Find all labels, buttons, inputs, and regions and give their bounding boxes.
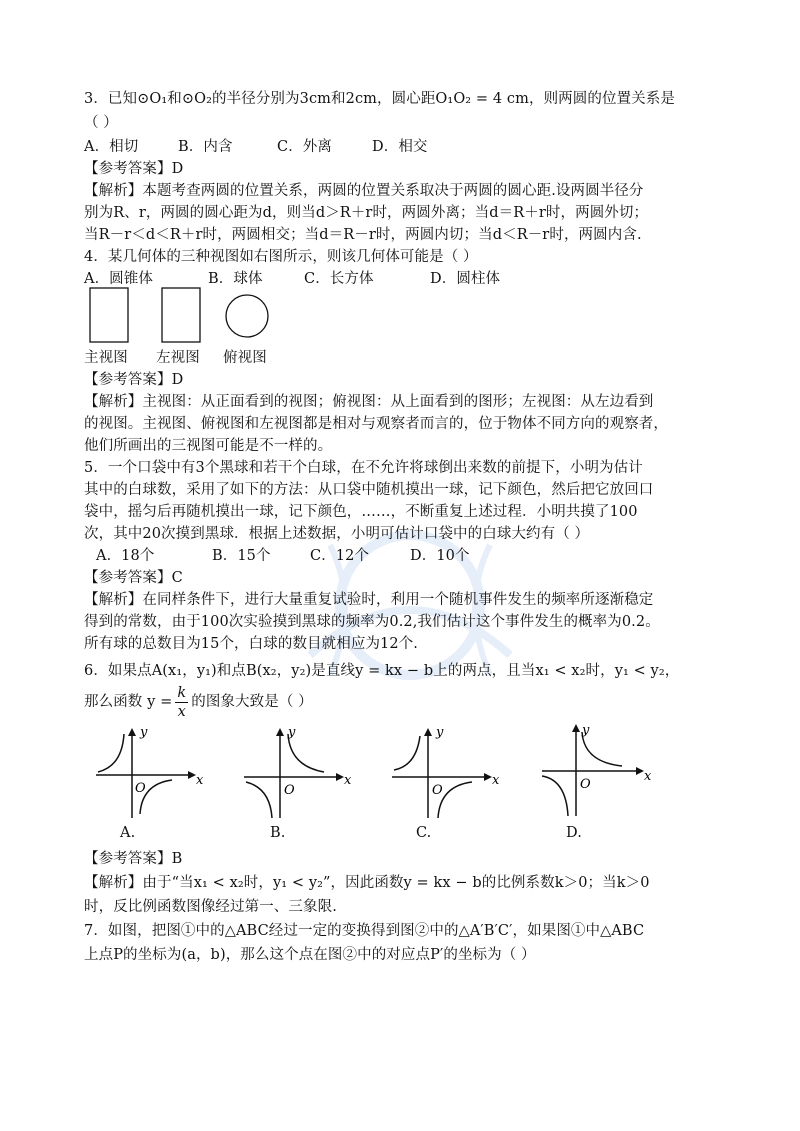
q3-explain-1: 【解析】本题考查两圆的位置关系，两圆的位置关系取决于两圆的圆心距.设两圆半径分 [84,183,644,199]
front-view-label: 主视图 [84,350,128,366]
graph-d-y-label: y [582,723,590,738]
graph-c-x-label: x [492,773,500,788]
graph-c-label: C. [416,825,432,841]
q6-explain-2: 时，反比例函数图像经过第一、三象限. [84,899,337,915]
q4-option-b: B．球体 [208,271,263,287]
q6-stem-2-pre: 那么函数 y = [84,694,173,710]
q5-option-b: B．15个 [212,548,271,564]
graph-c [388,722,498,822]
graph-c-y-label: y [436,725,444,740]
q4-answer: 【参考答案】D [84,372,184,388]
q5-stem-3: 袋中，摇匀后再随机摸出一球，记下颜色，……，不断重复上述过程．小明共摸了100 [84,504,638,520]
q7-stem-2: 上点P的坐标为(a，b)，那么这个点在图②中的对应点P′的坐标为（ ） [84,947,536,963]
q5-stem-1: 5．一个口袋中有3个黑球和若干个白球，在不允许将球倒出来数的前提下，小明为估计 [84,460,643,476]
q3-option-a: A．相切 [84,139,139,155]
graph-a-origin: O [135,781,146,796]
q6-explain-1: 【解析】由于“当x₁ < x₂时，y₁ < y₂”，因此函数y = kx − b的比例系数k＞0；当k＞0 [84,875,650,891]
q3-option-b: B．内含 [178,139,233,155]
front-view-rect [90,288,128,342]
q5-option-d: D．10个 [410,548,470,564]
q4-option-d: D．圆柱体 [430,271,501,287]
q7-stem-1: 7．如图，把图①中的△ABC经过一定的变换得到图②中的△A′B′C′，如果图①中△ABC [84,923,645,939]
graph-d-label: D. [566,825,582,841]
graph-d [538,718,653,822]
q4-explain-2: 的视图。主视图、俯视图和左视图都是相对与观察者而言的，位于物体不同方向的观察者， [84,416,668,432]
q4-view-labels [84,347,267,369]
graph-a [92,722,202,822]
graph-b-origin: O [284,783,295,798]
q3-paren: （ ） [84,115,118,131]
graph-a-y-label: y [140,725,148,740]
q3-explain-3: 当R－r＜d＜R＋r时，两圆相交；当d＝R－r时，两圆内切；当d＜R－r时，两圆内含. [84,227,642,243]
graph-b [240,722,350,822]
q3-option-c: C．外离 [277,139,332,155]
q3-option-d: D．相交 [372,139,428,155]
q5-option-c: C．12个 [310,548,370,564]
q5-explain-3: 所有球的总数目为15个，白球的数目就相应为12个. [84,636,419,652]
graph-d-origin: O [580,777,591,792]
q3-explain-2: 别为R、r，两圆的圆心距为d，则当d＞R＋r时，两圆外离；当d＝R＋r时，两圆外切； [84,205,649,221]
graph-c-origin: O [432,783,443,798]
q3-options [84,136,428,158]
q5-stem-4: 次，其中20次摸到黑球．根据上述数据，小明可估计口袋中的白球大约有（ ） [84,526,590,542]
left-view-rect [162,288,200,342]
fraction-k-over-x [175,684,188,721]
q3-stem: 3．已知⊙O₁和⊙O₂的半径分别为3cm和2cm，圆心距O₁O₂ = 4 cm，则两圆的位置关系是 [84,91,675,107]
left-view-label: 左视图 [156,350,200,366]
graph-a-x-label: x [196,773,204,788]
q6-answer: 【参考答案】B [84,851,183,867]
q5-explain-2: 得到的常数，由于100次实验摸到黑球的频率为0.2,我们估计这个事件发生的概率为0.2。 [84,614,660,630]
q4-three-views [84,286,294,346]
q3-answer: 【参考答案】D [84,161,184,177]
q6-stem-2-post: 的图象大致是（ ） [191,694,313,710]
graph-b-x-label: x [344,773,352,788]
q4-option-a: A．圆锥体 [84,271,153,287]
q4-explain-1: 【解析】主视图：从正面看到的视图；俯视图：从上面看到的图形；左视图：从左边看到 [84,394,654,410]
graph-b-y-label: y [288,725,296,740]
graph-b-label: B. [270,825,286,841]
graph-a-label: A. [120,825,136,841]
q5-explain-1: 【解析】在同样条件下，进行大量重复试验时，利用一个随机事件发生的频率所逐渐稳定 [84,592,654,608]
top-view-label: 俯视图 [223,350,267,366]
q4-stem: 4．某几何体的三种视图如右图所示，则该几何体可能是（ ） [84,249,478,265]
fraction-denominator: x [177,703,186,720]
q5-answer: 【参考答案】C [84,570,183,586]
fraction-numerator: k [177,684,187,701]
top-view-circle [226,295,268,337]
q4-explain-3: 他们所画出的三视图可能是不一样的。 [84,438,333,454]
q4-option-c: C．长方体 [304,271,374,287]
q6-stem-2 [84,682,313,722]
graph-d-x-label: x [644,769,652,784]
q6-stem-1: 6．如果点A(x₁，y₁)和点B(x₂，y₂)是直线y = kx − b上的两点，且当x₁ < x₂时，y₁ < y₂， [84,663,680,679]
q5-option-a: A．18个 [96,548,155,564]
q5-options [96,545,470,567]
q5-stem-2: 其中的白球数，采用了如下的方法：从口袋中随机摸出一球，记下颜色，然后把它放回口 [84,482,654,498]
